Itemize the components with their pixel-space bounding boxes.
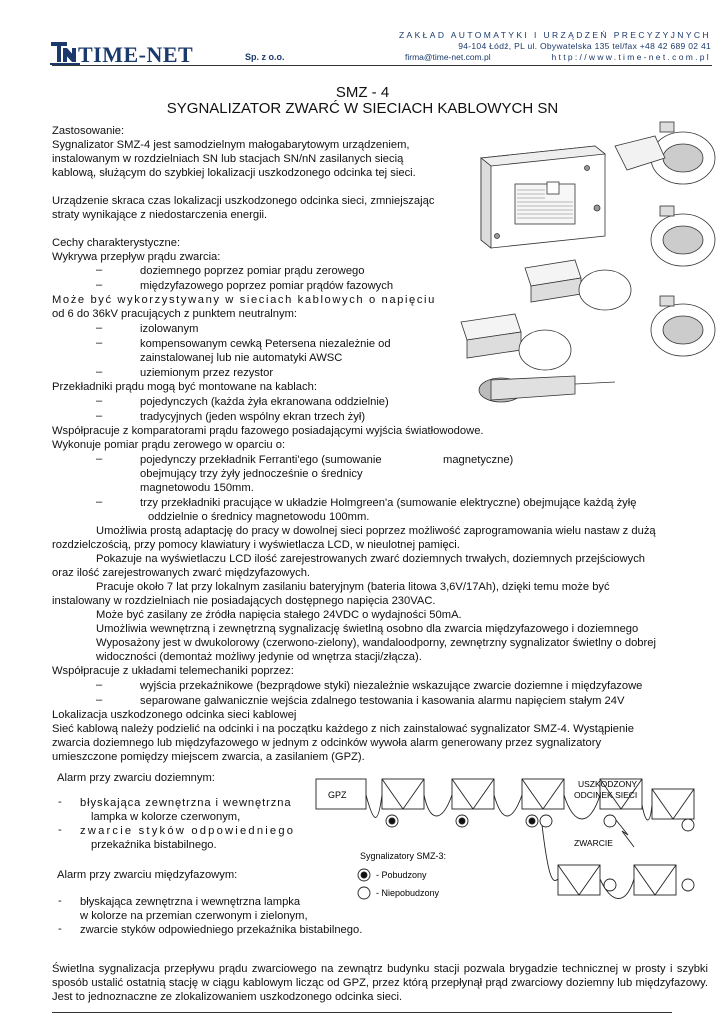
text-line: w kolorze na przemian czerwonym i zielonym, — [80, 910, 308, 922]
text-line: Cechy charakterystyczne: — [52, 237, 181, 249]
text-line: kablową, służącym do szybkiej lokalizacji uszkodzonego odcinka tej sieci. — [52, 167, 416, 179]
text-line: doziemnego poprzez pomiar prądu zerowego — [140, 265, 365, 277]
gpz-label: GPZ — [328, 790, 347, 800]
product-model: SMZ - 4 — [335, 84, 390, 101]
product-title: SYGNALIZATOR ZWARĆ W SIECIACH KABLOWYCH SN — [166, 100, 559, 117]
legend-off: - Niepobudzony — [376, 888, 440, 898]
header-divider — [52, 65, 712, 66]
network-diagram — [312, 775, 717, 925]
short-label: ZWARCIE — [574, 838, 613, 848]
text-line: Sieć kablową należy podzielić na odcinki i na początku każdego z nich zainstalować sygnalizator SMZ-4. Wystąpienie — [52, 723, 634, 735]
text-line: separowane galwanicznie wejścia zdalnego testowania i kasowania alarmu napięciem stałym 24V — [140, 695, 625, 707]
text-line: Sygnalizator SMZ-4 jest samodzielnym małogabarytowym urządzeniem, — [52, 139, 410, 151]
text-line: Przekładniki prądu mogą być montowane na kablach: — [52, 381, 317, 393]
text-line: instalowany w rozdzielniach nie posiadających dostępnego napięcia 230VAC. — [52, 595, 436, 607]
text-line: lampka w kolorze czerwonym, — [91, 811, 241, 823]
bullet-dash: – — [96, 395, 103, 407]
text-line: uziemionym przez rezystor — [140, 367, 274, 379]
text-line: magnetyczne) — [443, 454, 514, 466]
text-line: Alarm przy zwarciu doziemnym: — [57, 772, 215, 784]
text-line: przekaźnika bistabilnego. — [91, 839, 217, 851]
text-line: zwarcia doziemnego lub międzyfazowego w jednym z odcinków wywoła alarm generowany przez sygnalizatory — [52, 737, 602, 749]
text-line: błyskająca zewnętrzna i wewnętrzna — [80, 797, 292, 809]
bullet-dash: – — [96, 453, 103, 465]
text-line: Wykrywa przepływ prądu zwarcia: — [52, 251, 221, 263]
company-address: 94-104 Łódź, PL ul. Obywatelska 135 tel/fax +48 42 689 02 41 — [458, 41, 711, 51]
company-logo — [50, 38, 80, 66]
text-line: oddzielnie o średnicy magnetowodu 100mm. — [148, 511, 370, 523]
text-line: pojedynczych (każda żyła ekranowana oddzielnie) — [140, 396, 389, 408]
bullet-dash: – — [96, 694, 103, 706]
text-line: instalowanym w rozdzielniach SN lub stacjach SN/nN zasilanych siecią — [52, 153, 404, 165]
text-line: pojedynczy przekładnik Ferranti'ego (sumowanie — [140, 454, 382, 466]
text-line: Pokazuje na wyświetlaczu LCD ilość zarejestrowanych zwarć doziemnych trwałych, doziemnych przejściowych — [96, 553, 646, 565]
text-line: widoczności (demontaż możliwy jedynie od wnętrza stacji/złącza). — [96, 651, 422, 663]
bullet-dash: - — [58, 824, 62, 836]
text-line: izolowanym — [140, 323, 199, 335]
text-line: straty wynikające z niedostarczenia energii. — [52, 209, 268, 221]
bullet-dash: – — [96, 679, 103, 691]
footer-paragraph: Świetlna sygnalizacja przepływu prądu zwarciowego na zewnątrz budynku stacji pozwala brygadzie technicznej w prosty i szybki sposób ustalić ostatnią stację w ciągu kablowym licząc od GPZ, przez którą przepłynął prąd zwarciowy doziemny lub międzyfazowy. Jest to jednoznaczne ze zlokalizowaniem uszkodzonego odcinka sieci. — [52, 963, 708, 1003]
text-line: tradycyjnych (jeden wspólny ekran trzech żył) — [140, 411, 366, 423]
text-line: magnetowodu 150mm. — [140, 482, 254, 494]
text-line: Lokalizacja uszkodzonego odcinka sieci kablowej — [52, 709, 297, 721]
legend-on: - Pobudzony — [376, 870, 427, 880]
text-line: od 6 do 36kV pracujących z punktem neutralnym: — [52, 308, 298, 320]
bullet-dash: - — [58, 923, 62, 935]
company-name: ZAKŁAD AUTOMATYKI I URZĄDZEŃ PRECYZYJNYCH — [398, 30, 711, 40]
product-illustration — [455, 118, 717, 418]
text-line: rozdzielczością, przy pomocy klawiatury i wyświetlacza LCD, w nieulotnej pamięci. — [52, 539, 460, 551]
text-line: Urządzenie skraca czas lokalizacji uszkodzonego odcinka sieci, zmniejszając — [52, 195, 435, 207]
text-line: międzyfazowego poprzez pomiar prądów fazowych — [140, 280, 394, 292]
bullet-dash: – — [96, 366, 103, 378]
text-line: Może być zasilany ze źródła napięcia stałego 24VDC o wydajności 50mA. — [96, 609, 462, 621]
text-line: Pracuje około 7 lat przy lokalnym zasilaniu bateryjnym (bateria litowa 3,6V/17Ah), dzięki temu może być — [96, 581, 610, 593]
text-line: zwarcie styków odpowiedniego przekaźnika bistabilnego. — [80, 924, 363, 936]
text-line: zwarcie styków odpowiedniego — [80, 825, 296, 837]
text-line: wyjścia przekaźnikowe (bezprądowe styki) niezależnie wskazujące zwarcie doziemne i międzyfazowe — [140, 680, 643, 692]
footer-divider — [52, 1012, 672, 1013]
text-line: obejmujący trzy żyły jednocześnie o średnicy — [140, 468, 363, 480]
text-line: Wykonuje pomiar prądu zerowego w oparciu o: — [52, 439, 286, 451]
brand-suffix: Sp. z o.o. — [245, 52, 285, 62]
bullet-dash: – — [96, 337, 103, 349]
bullet-dash: – — [96, 279, 103, 291]
bullet-dash: - — [58, 796, 62, 808]
legend-title: Sygnalizatory SMZ-3: — [360, 851, 447, 861]
company-website[interactable]: http://www.time-net.com.pl — [551, 52, 711, 62]
bullet-dash: – — [96, 496, 103, 508]
text-line: kompensowanym cewką Petersena niezależnie od — [140, 338, 391, 350]
text-line: Współpracuje z komparatorami prądu fazowego posiadającymi wyjścia światłowodowe. — [52, 425, 484, 437]
damaged-label-1: USZKODZONY — [578, 779, 638, 789]
text-line: zainstalowanej lub nie automatyki AWSC — [140, 352, 343, 364]
text-line: trzy przekładniki pracujące w układzie Holmgreen'a (sumowanie elektryczne) obejmujące każdą żyłę — [140, 497, 637, 509]
text-line: Alarm przy zwarciu międzyfazowym: — [57, 869, 238, 881]
brand-name: TIME-NET — [78, 42, 194, 67]
text-line: Współpracuje z układami telemechaniki poprzez: — [52, 665, 294, 677]
text-line: Może być wykorzystywany w sieciach kablowych o napięciu — [52, 294, 436, 306]
text-line: błyskająca zewnętrzna i wewnętrzna lampka — [80, 896, 301, 908]
company-email[interactable]: firma@time-net.com.pl — [405, 52, 491, 62]
text-line: Zastosowanie: — [52, 125, 125, 137]
bullet-dash: - — [58, 895, 62, 907]
bullet-dash: – — [96, 410, 103, 422]
bullet-dash: – — [96, 264, 103, 276]
damaged-label-2: ODCINEK SIECI — [574, 790, 638, 800]
text-line: oraz ilość zarejestrowanych zwarć międzyfazowych. — [52, 567, 311, 579]
bullet-dash: – — [96, 322, 103, 334]
text-line: Wyposażony jest w dwukolorowy (czerwono-zielony), wandaloodporny, zewnętrzny sygnalizator świetlny o dobrej — [96, 637, 656, 649]
text-line: Umożliwia wewnętrzną i zewnętrzną sygnalizację świetlną osobno dla zwarcia międzyfazowego i doziemnego — [96, 623, 639, 635]
text-line: Umożliwia prostą adaptację do pracy w dowolnej sieci poprzez możliwość zaprogramowania wielu nastaw z dużą — [96, 525, 656, 537]
text-line: umieszczone pomiędzy miejscem zwarcia, a zasilaniem (GPZ). — [52, 751, 365, 763]
